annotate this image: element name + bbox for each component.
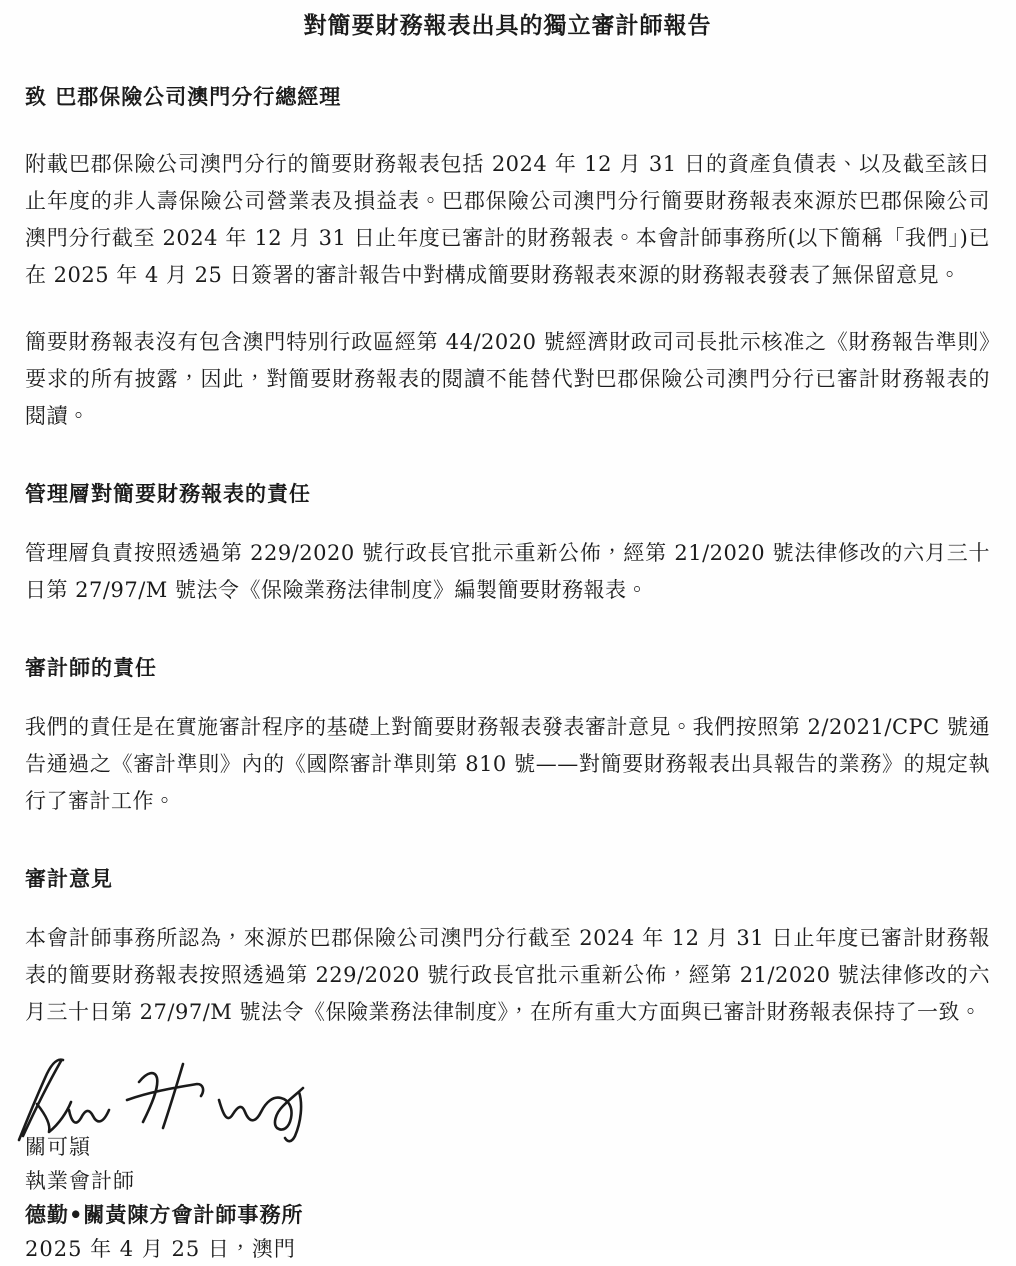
intro-paragraph-disclosure-note: 簡要財務報表沒有包含澳門特別行政區經第 44/2020 號經濟財政司司長批示核准之《財務報告準則》要求的所有披露，因此，對簡要財務報表的閱讀不能替代對巴郡保險公司澳門分行已審計財務報表的閱讀。 xyxy=(25,330,990,428)
section-heading-audit-opinion: 審計意見 xyxy=(25,866,113,891)
signer-name: 關可頴 xyxy=(25,1135,91,1159)
section-body-auditor-responsibility: 我們的責任是在實施審計程序的基礎上對簡要財務報表發表審計意見。我們按照第 2/2021/CPC 號通告通過之《審計準則》內的《國際審計準則第 810 號——對簡要財務報表出具報告的業務》的規定執行了審計工作。 xyxy=(25,715,990,813)
section-body-audit-opinion: 本會計師事務所認為，來源於巴郡保險公司澳門分行截至 2024 年 12 月 31 日止年度已審計財務報表的簡要財務報表按照透過第 229/2020 號行政長官批示重新公佈，經第 21/2020 號法律修改的六月三十日第 27/97/M 號法令《保險業務法律制度》，在所有重大方面與已審計財務報表保持了一致。 xyxy=(25,926,990,1024)
addressee-line: 致 巴郡保險公司澳門分行總經理 xyxy=(25,84,342,109)
signer-title: 執業會計師 xyxy=(25,1169,135,1193)
signature-block xyxy=(25,1048,625,1266)
date-place-line: 2025 年 4 月 25 日，澳門 xyxy=(25,1237,296,1261)
section-heading-management-responsibility: 管理層對簡要財務報表的責任 xyxy=(25,481,311,506)
firm-name: 德勤•關黃陳方會計師事務所 xyxy=(25,1202,304,1227)
section-body-management-responsibility: 管理層負責按照透過第 229/2020 號行政長官批示重新公佈，經第 21/2020 號法律修改的六月三十日第 27/97/M 號法令《保險業務法律制度》編製簡要財務報表。 xyxy=(25,541,990,602)
section-heading-auditor-responsibility: 審計師的責任 xyxy=(25,655,157,680)
document-title: 對簡要財務報表出具的獨立審計師報告 xyxy=(303,12,712,39)
intro-paragraph-opinion-source: 附載巴郡保險公司澳門分行的簡要財務報表包括 2024 年 12 月 31 日的資產負債表、以及截至該日止年度的非人壽保險公司營業表及損益表。巴郡保險公司澳門分行簡要財務報表來源於巴郡保險公司澳門分行截至 2024 年 12 月 31 日止年度已審計的財務報表。本會計師事務所(以下簡稱「我們」)已在 2025 年 4 月 25 日簽署的審計報告中對構成簡要財務報表來源的財務報表發表了無保留意見。 xyxy=(25,152,990,287)
